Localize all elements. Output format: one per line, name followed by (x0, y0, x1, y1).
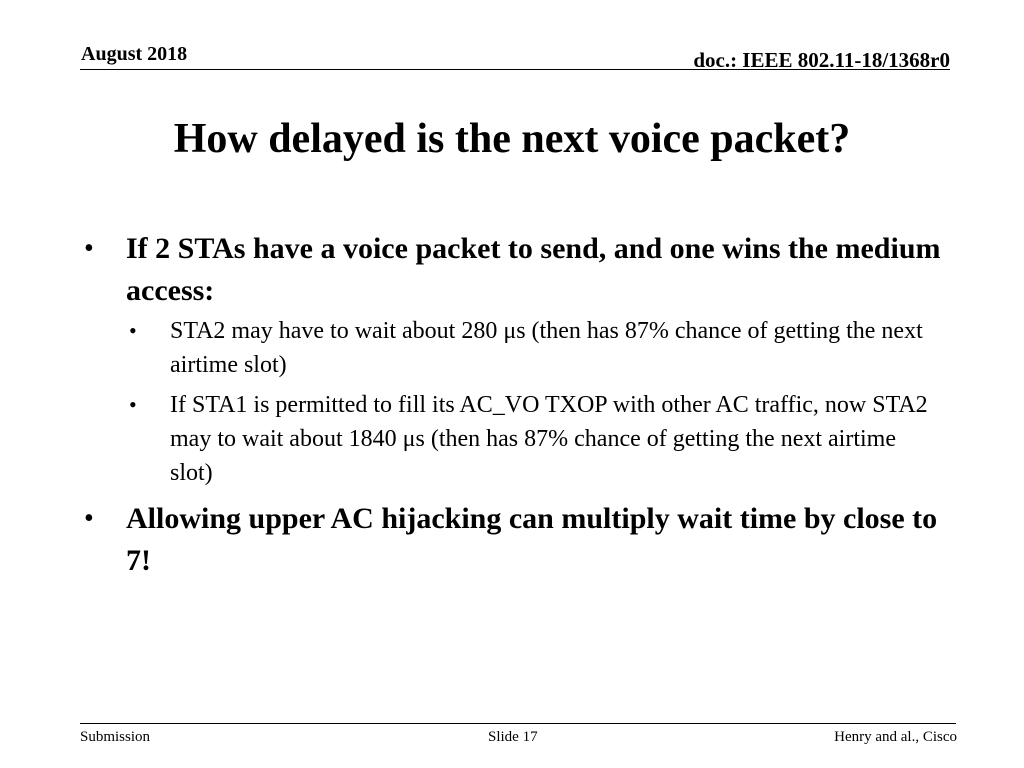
bullet-item-2 (84, 498, 964, 582)
footer-author: Henry and al., Cisco (834, 729, 957, 745)
slide-title: How delayed is the next voice packet? (173, 116, 851, 162)
bullet-icon: • (84, 233, 94, 264)
header-date: August 2018 (81, 43, 188, 65)
footer-submission: Submission (80, 729, 151, 745)
header-divider (80, 69, 950, 70)
footer-divider (80, 723, 956, 724)
bullet-icon: • (129, 392, 137, 417)
bullet-icon: • (129, 318, 137, 343)
bullet-text: Allowing upper AC hijacking can multiply wait time by close to 7! (126, 502, 938, 577)
header-doc-id: doc.: IEEE 802.11-18/1368r0 (693, 48, 950, 72)
sub-bullet-text: If STA1 is permitted to fill its AC_VO TXOP with other AC traffic, now STA2 may to wait about 1840 μs (then has 87% chance of getting the next airtime slot) (170, 392, 928, 486)
sub-bullet-item-2 (129, 388, 930, 490)
bullet-item-1 (84, 228, 964, 312)
sub-bullet-item-1 (129, 314, 930, 382)
footer-slide-number: Slide 17 (488, 729, 538, 745)
sub-bullet-text: STA2 may have to wait about 280 μs (then has 87% chance of getting the next airtime slot) (170, 318, 923, 378)
bullet-text: If 2 STAs have a voice packet to send, and one wins the medium access: (126, 232, 941, 307)
slide-body (84, 228, 964, 582)
bullet-icon: • (84, 503, 94, 534)
